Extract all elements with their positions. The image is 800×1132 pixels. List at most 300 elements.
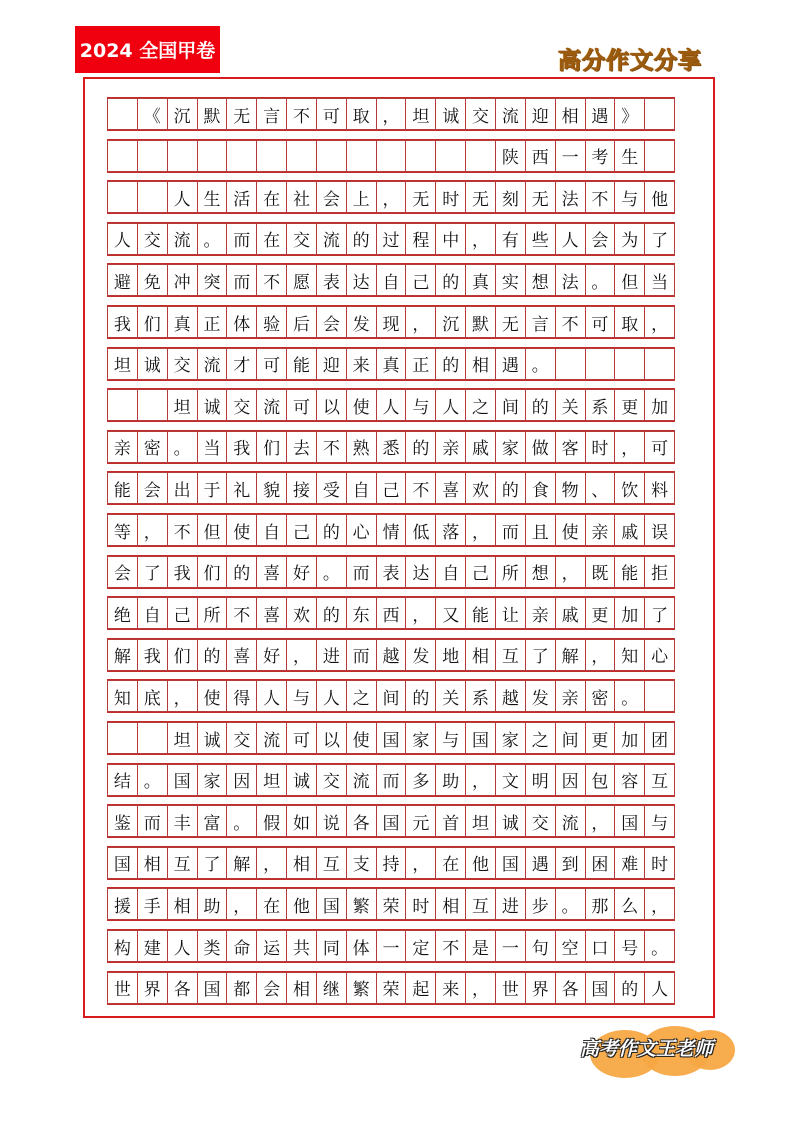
- grid-cell: 交: [226, 722, 257, 754]
- grid-cell: 们: [197, 556, 228, 588]
- grid-cell: 有: [495, 223, 526, 255]
- grid-cell: 相: [137, 847, 168, 879]
- grid-cell: 遇: [495, 348, 526, 380]
- grid-cell: 相: [465, 639, 496, 671]
- grid-cell: 在: [256, 888, 287, 920]
- grid-cell: 流: [197, 348, 228, 380]
- grid-cell: 才: [226, 348, 257, 380]
- grid-cell: 好: [256, 639, 287, 671]
- grid-cell: 地: [435, 639, 466, 671]
- grid-cell: 相: [555, 98, 586, 130]
- essay-row: [107, 347, 675, 381]
- grid-cell: ，: [376, 181, 407, 213]
- grid-cell: 亲: [585, 514, 616, 546]
- grid-cell: 到: [555, 847, 586, 879]
- exam-tag: 2024 全国甲卷: [75, 26, 220, 73]
- grid-cell: 来: [435, 972, 466, 1004]
- grid-cell: 绝: [107, 597, 138, 629]
- grid-cell: 相: [167, 888, 198, 920]
- grid-cell: 诚: [495, 805, 526, 837]
- grid-cell: 交: [286, 223, 317, 255]
- grid-cell: ，: [465, 764, 496, 796]
- grid-cell: 人: [316, 680, 347, 712]
- grid-cell: 互: [167, 847, 198, 879]
- grid-cell: [107, 181, 138, 213]
- grid-cell: 流: [555, 805, 586, 837]
- grid-cell: 戚: [614, 514, 645, 546]
- grid-cell: 不: [555, 306, 586, 338]
- grid-cell: 建: [137, 930, 168, 962]
- grid-cell: 正: [405, 348, 436, 380]
- grid-cell: 悉: [376, 431, 407, 463]
- grid-cell: 而: [346, 639, 377, 671]
- grid-cell: 说: [316, 805, 347, 837]
- grid-cell: 喜: [256, 556, 287, 588]
- grid-cell: 使: [226, 514, 257, 546]
- grid-cell: [107, 389, 138, 421]
- grid-cell: 真: [376, 348, 407, 380]
- grid-cell: 避: [107, 264, 138, 296]
- grid-cell: 互: [316, 847, 347, 879]
- grid-cell: 法: [555, 181, 586, 213]
- grid-cell: 食: [525, 472, 556, 504]
- grid-cell: 后: [286, 306, 317, 338]
- grid-cell: 坦: [465, 805, 496, 837]
- grid-cell: 。: [555, 888, 586, 920]
- grid-cell: 因: [555, 764, 586, 796]
- grid-cell: 构: [107, 930, 138, 962]
- grid-cell: 号: [614, 930, 645, 962]
- grid-cell: 以: [316, 722, 347, 754]
- grid-cell: 所: [197, 597, 228, 629]
- grid-cell: 。: [167, 431, 198, 463]
- grid-cell: 误: [644, 514, 675, 546]
- grid-cell: 。: [525, 348, 556, 380]
- grid-cell: 而: [226, 264, 257, 296]
- grid-cell: 与: [644, 805, 675, 837]
- grid-cell: 团: [644, 722, 675, 754]
- grid-cell: 会: [585, 223, 616, 255]
- grid-cell: 交: [226, 389, 257, 421]
- grid-cell: 继: [316, 972, 347, 1004]
- grid-cell: 诚: [435, 98, 466, 130]
- grid-cell: 迎: [316, 348, 347, 380]
- grid-cell: 好: [286, 556, 317, 588]
- grid-cell: 无: [465, 181, 496, 213]
- grid-cell: 不: [256, 264, 287, 296]
- grid-cell: 国: [376, 722, 407, 754]
- grid-cell: 了: [644, 597, 675, 629]
- grid-cell: 坦: [167, 389, 198, 421]
- grid-cell: 生: [614, 140, 645, 172]
- grid-cell: 可: [256, 348, 287, 380]
- grid-cell: 。: [614, 680, 645, 712]
- grid-cell: 不: [435, 930, 466, 962]
- grid-cell: 我: [167, 556, 198, 588]
- grid-cell: 起: [405, 972, 436, 1004]
- grid-cell: 共: [286, 930, 317, 962]
- grid-cell: 而: [346, 556, 377, 588]
- grid-cell: 援: [107, 888, 138, 920]
- signature-text: 高考作文王老师: [580, 1038, 714, 1060]
- grid-cell: 人: [167, 930, 198, 962]
- grid-cell: 遇: [525, 847, 556, 879]
- grid-cell: 拒: [644, 556, 675, 588]
- grid-cell: 东: [346, 597, 377, 629]
- grid-cell: 出: [167, 472, 198, 504]
- grid-cell: 国: [316, 888, 347, 920]
- grid-cell: 了: [525, 639, 556, 671]
- grid-cell: 亲: [525, 597, 556, 629]
- grid-cell: 之: [465, 389, 496, 421]
- grid-cell: 鉴: [107, 805, 138, 837]
- grid-cell: 我: [226, 431, 257, 463]
- grid-cell: [585, 348, 616, 380]
- grid-cell: 自: [137, 597, 168, 629]
- grid-cell: [435, 140, 466, 172]
- grid-cell: 助: [435, 764, 466, 796]
- grid-cell: 之: [346, 680, 377, 712]
- grid-cell: 诚: [286, 764, 317, 796]
- grid-cell: 戚: [555, 597, 586, 629]
- grid-cell: [644, 140, 675, 172]
- grid-cell: ，: [585, 805, 616, 837]
- grid-cell: 句: [525, 930, 556, 962]
- grid-cell: 丰: [167, 805, 198, 837]
- grid-cell: 法: [555, 264, 586, 296]
- grid-cell: 以: [316, 389, 347, 421]
- grid-cell: 人: [167, 181, 198, 213]
- grid-cell: 熟: [346, 431, 377, 463]
- grid-cell: [644, 680, 675, 712]
- grid-cell: 可: [644, 431, 675, 463]
- grid-cell: [405, 140, 436, 172]
- grid-cell: 与: [286, 680, 317, 712]
- grid-cell: ，: [286, 639, 317, 671]
- grid-cell: 在: [256, 223, 287, 255]
- grid-cell: 生: [197, 181, 228, 213]
- grid-cell: 沉: [435, 306, 466, 338]
- grid-cell: [555, 348, 586, 380]
- grid-cell: 来: [346, 348, 377, 380]
- grid-cell: 。: [137, 764, 168, 796]
- grid-cell: [614, 348, 645, 380]
- grid-cell: 无: [495, 306, 526, 338]
- grid-cell: 元: [405, 805, 436, 837]
- grid-cell: [197, 140, 228, 172]
- grid-cell: 相: [435, 888, 466, 920]
- grid-cell: 达: [346, 264, 377, 296]
- grid-cell: 饮: [614, 472, 645, 504]
- grid-cell: [644, 348, 675, 380]
- grid-cell: 刻: [495, 181, 526, 213]
- grid-cell: [137, 389, 168, 421]
- grid-cell: 但: [197, 514, 228, 546]
- grid-cell: 陕: [495, 140, 526, 172]
- grid-cell: 低: [405, 514, 436, 546]
- grid-cell: 使: [346, 722, 377, 754]
- grid-cell: ，: [167, 680, 198, 712]
- grid-cell: 那: [585, 888, 616, 920]
- grid-cell: 流: [316, 223, 347, 255]
- grid-cell: 可: [316, 98, 347, 130]
- grid-cell: 家: [405, 722, 436, 754]
- grid-cell: 家: [197, 764, 228, 796]
- grid-cell: 己: [376, 472, 407, 504]
- grid-cell: 越: [495, 680, 526, 712]
- grid-cell: 流: [346, 764, 377, 796]
- grid-cell: 一: [495, 930, 526, 962]
- grid-cell: 荣: [376, 888, 407, 920]
- essay-row: [107, 305, 675, 339]
- grid-cell: 更: [585, 722, 616, 754]
- grid-cell: 国: [167, 764, 198, 796]
- grid-cell: 空: [555, 930, 586, 962]
- grid-cell: 持: [376, 847, 407, 879]
- grid-cell: [376, 140, 407, 172]
- grid-cell: 世: [495, 972, 526, 1004]
- grid-cell: 国: [107, 847, 138, 879]
- grid-cell: 坦: [107, 348, 138, 380]
- grid-cell: 的: [435, 264, 466, 296]
- essay-row: [107, 971, 675, 1005]
- grid-cell: 定: [405, 930, 436, 962]
- grid-cell: ，: [405, 847, 436, 879]
- grid-cell: 解: [226, 847, 257, 879]
- essay-row: [107, 388, 675, 422]
- grid-cell: 与: [435, 722, 466, 754]
- grid-cell: 各: [167, 972, 198, 1004]
- grid-cell: ，: [405, 306, 436, 338]
- grid-cell: 加: [614, 722, 645, 754]
- grid-cell: 人: [644, 972, 675, 1004]
- grid-cell: [137, 140, 168, 172]
- grid-cell: [137, 181, 168, 213]
- grid-cell: 互: [644, 764, 675, 796]
- grid-cell: 情: [376, 514, 407, 546]
- grid-cell: 欢: [465, 472, 496, 504]
- grid-cell: 如: [286, 805, 317, 837]
- grid-cell: 不: [167, 514, 198, 546]
- grid-cell: [107, 98, 138, 130]
- grid-cell: 首: [435, 805, 466, 837]
- grid-cell: 是: [465, 930, 496, 962]
- grid-cell: 交: [137, 223, 168, 255]
- essay-row: [107, 139, 675, 173]
- grid-cell: 国: [197, 972, 228, 1004]
- grid-cell: 知: [614, 639, 645, 671]
- grid-cell: 受: [316, 472, 347, 504]
- grid-cell: 现: [376, 306, 407, 338]
- grid-cell: 己: [286, 514, 317, 546]
- grid-cell: 活: [226, 181, 257, 213]
- essay-row: [107, 638, 675, 672]
- grid-cell: 体: [346, 930, 377, 962]
- grid-cell: 亲: [555, 680, 586, 712]
- grid-cell: [226, 140, 257, 172]
- grid-cell: 而: [495, 514, 526, 546]
- grid-cell: 人: [376, 389, 407, 421]
- grid-cell: 么: [614, 888, 645, 920]
- grid-cell: 迎: [525, 98, 556, 130]
- grid-cell: [346, 140, 377, 172]
- grid-cell: 假: [256, 805, 287, 837]
- grid-cell: 考: [585, 140, 616, 172]
- grid-cell: 密: [585, 680, 616, 712]
- grid-cell: 不: [286, 98, 317, 130]
- grid-cell: 富: [197, 805, 228, 837]
- grid-cell: 知: [107, 680, 138, 712]
- grid-cell: 困: [585, 847, 616, 879]
- grid-cell: 繁: [346, 888, 377, 920]
- grid-cell: 的: [226, 556, 257, 588]
- grid-cell: 言: [525, 306, 556, 338]
- essay-row: [107, 596, 675, 630]
- grid-cell: ，: [137, 514, 168, 546]
- grid-cell: 而: [226, 223, 257, 255]
- grid-cell: 达: [405, 556, 436, 588]
- grid-cell: [107, 722, 138, 754]
- grid-cell: 诚: [137, 348, 168, 380]
- grid-cell: 喜: [256, 597, 287, 629]
- grid-cell: 文: [495, 764, 526, 796]
- grid-cell: 了: [197, 847, 228, 879]
- grid-cell: 发: [346, 306, 377, 338]
- grid-cell: 自: [346, 472, 377, 504]
- grid-cell: 包: [585, 764, 616, 796]
- grid-cell: 、: [585, 472, 616, 504]
- grid-cell: 进: [495, 888, 526, 920]
- grid-cell: 流: [256, 722, 287, 754]
- grid-cell: 越: [376, 639, 407, 671]
- grid-cell: 不: [585, 181, 616, 213]
- grid-cell: 但: [614, 264, 645, 296]
- grid-cell: 》: [614, 98, 645, 130]
- grid-cell: 自: [376, 264, 407, 296]
- grid-cell: [644, 98, 675, 130]
- grid-cell: 结: [107, 764, 138, 796]
- grid-cell: [107, 140, 138, 172]
- grid-cell: 们: [256, 431, 287, 463]
- grid-cell: 界: [137, 972, 168, 1004]
- grid-cell: 上: [346, 181, 377, 213]
- grid-cell: 去: [286, 431, 317, 463]
- grid-cell: 与: [405, 389, 436, 421]
- grid-cell: 流: [495, 98, 526, 130]
- grid-cell: 诚: [197, 722, 228, 754]
- grid-cell: 的: [316, 514, 347, 546]
- grid-cell: 突: [197, 264, 228, 296]
- essay-row: [107, 929, 675, 963]
- grid-cell: 发: [405, 639, 436, 671]
- grid-cell: [465, 140, 496, 172]
- essay-row: [107, 222, 675, 256]
- grid-cell: 。: [226, 805, 257, 837]
- grid-cell: 又: [435, 597, 466, 629]
- grid-cell: 西: [525, 140, 556, 172]
- grid-cell: 互: [495, 639, 526, 671]
- grid-cell: 己: [167, 597, 198, 629]
- grid-cell: 亲: [435, 431, 466, 463]
- grid-cell: 使: [346, 389, 377, 421]
- grid-cell: 坦: [405, 98, 436, 130]
- grid-cell: 会: [316, 306, 347, 338]
- grid-cell: 加: [614, 597, 645, 629]
- grid-cell: 会: [107, 556, 138, 588]
- grid-cell: 可: [286, 722, 317, 754]
- grid-cell: 因: [226, 764, 257, 796]
- grid-cell: 为: [614, 223, 645, 255]
- grid-cell: 时: [405, 888, 436, 920]
- essay-row: [107, 471, 675, 505]
- grid-cell: 取: [614, 306, 645, 338]
- grid-cell: 真: [167, 306, 198, 338]
- grid-cell: 遇: [585, 98, 616, 130]
- grid-cell: ，: [585, 639, 616, 671]
- grid-cell: 国: [585, 972, 616, 1004]
- grid-cell: 想: [525, 556, 556, 588]
- grid-cell: 客: [555, 431, 586, 463]
- grid-cell: 都: [226, 972, 257, 1004]
- grid-cell: 。: [644, 930, 675, 962]
- grid-cell: 们: [167, 639, 198, 671]
- grid-cell: 间: [555, 722, 586, 754]
- grid-cell: 不: [316, 431, 347, 463]
- grid-cell: 时: [435, 181, 466, 213]
- grid-cell: 验: [256, 306, 287, 338]
- grid-cell: 诚: [197, 389, 228, 421]
- essay-row: [107, 804, 675, 838]
- grid-cell: 发: [525, 680, 556, 712]
- grid-cell: 会: [256, 972, 287, 1004]
- grid-cell: ，: [644, 888, 675, 920]
- grid-cell: 貌: [256, 472, 287, 504]
- grid-cell: ，: [644, 306, 675, 338]
- grid-cell: 而: [376, 764, 407, 796]
- grid-cell: 一: [376, 930, 407, 962]
- grid-cell: 真: [465, 264, 496, 296]
- grid-cell: 交: [167, 348, 198, 380]
- grid-cell: 喜: [226, 639, 257, 671]
- grid-cell: ，: [614, 431, 645, 463]
- grid-cell: 互: [465, 888, 496, 920]
- grid-cell: 会: [137, 472, 168, 504]
- grid-cell: 的: [614, 972, 645, 1004]
- grid-cell: 自: [256, 514, 287, 546]
- grid-cell: 坦: [256, 764, 287, 796]
- grid-cell: 相: [465, 348, 496, 380]
- grid-cell: 当: [197, 431, 228, 463]
- grid-cell: 愿: [286, 264, 317, 296]
- grid-cell: 得: [226, 680, 257, 712]
- grid-cell: 西: [376, 597, 407, 629]
- grid-cell: 容: [614, 764, 645, 796]
- grid-cell: 口: [585, 930, 616, 962]
- grid-cell: 可: [286, 389, 317, 421]
- grid-cell: 系: [465, 680, 496, 712]
- grid-cell: 己: [405, 264, 436, 296]
- grid-cell: 他: [465, 847, 496, 879]
- grid-cell: 助: [197, 888, 228, 920]
- share-title: 高分作文分享: [558, 48, 702, 74]
- grid-cell: 免: [137, 264, 168, 296]
- grid-cell: 当: [644, 264, 675, 296]
- grid-cell: 人: [555, 223, 586, 255]
- grid-cell: 想: [525, 264, 556, 296]
- grid-cell: [286, 140, 317, 172]
- grid-cell: 的: [435, 348, 466, 380]
- grid-cell: 多: [405, 764, 436, 796]
